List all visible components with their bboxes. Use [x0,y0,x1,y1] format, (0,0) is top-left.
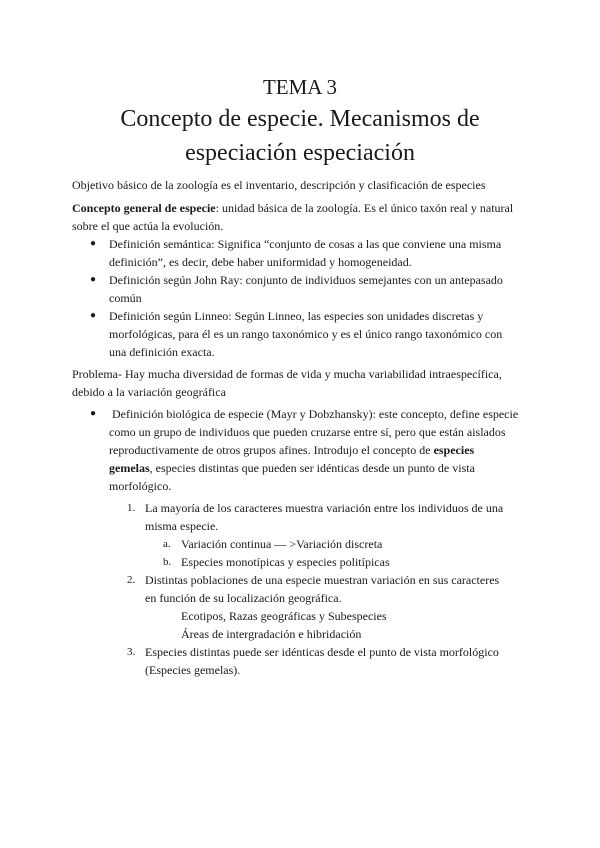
definition-line: una definición exacta. [109,345,215,359]
sublist-item: Variación continua — >Variación discreta [181,537,383,551]
problem-line: debido a la variación geográfica [72,385,226,399]
biological-text: reproductivamente de otros grupos afines. Introdujo el concepto de [109,443,434,457]
definition-line: definición”, es decir, debe haber uniformidad y homogeneidad. [109,255,412,269]
definition-line: Definición según Linneo: Según Linneo, las especies son unidades discretas y [109,309,484,323]
page-title-line2: especiación especiación [185,140,415,166]
bullet-icon: ● [90,408,97,419]
bullet-icon: ● [90,310,97,321]
concept-line-2: sobre el que actúa la evolución. [72,219,224,233]
concept-term: Concepto general de especie [72,201,216,215]
biological-line: como un grupo de individuos que pueden cruzarse entre sí, pero que están aislados [109,425,506,439]
list-number: 3. [127,646,136,658]
numbered-note: Ecotipos, Razas geográficas y Subespecies [181,609,387,623]
biological-line [109,459,475,477]
definition-line: Definición semántica: Significa “conjunto de cosas a las que conviene una misma [109,237,502,251]
bullet-icon: ● [90,274,97,285]
sublist-letter: a. [163,538,171,550]
biological-line [109,441,474,459]
numbered-note: Áreas de intergradación e hibridación [181,627,362,641]
list-number: 2. [127,574,136,586]
numbered-line: Especies distintas puede ser idénticas desde el punto de vista morfológico [145,645,499,659]
page-title-topic: TEMA 3 [262,75,338,99]
definition-line: morfológicas, para él es un rango taxonómico y es el único rango taxonómico con [109,327,503,341]
sublist-item: Especies monotípicas y especies politípicas [181,555,390,569]
concept-line-1 [72,199,513,217]
page-title-line1: Concepto de especie. Mecanismos de [120,106,480,132]
title-block [0,74,600,170]
numbered-line: La mayoría de los caracteres muestra variación entre los individuos de una [145,501,504,515]
problem-line: Problema- Hay mucha diversidad de formas de vida y mucha variabilidad intraespecífica, [72,367,502,381]
biological-line: Definición biológica de especie (Mayr y Dobzhansky): este concepto, define especie [112,407,519,421]
sublist-letter: b. [163,556,172,568]
definition-line: Definición según John Ray: conjunto de individuos semejantes con un antepasado [109,273,503,287]
numbered-line: en función de su localización geográfica. [145,591,342,605]
twin-species-term: gemelas [109,461,150,475]
list-number: 1. [127,502,136,514]
bullet-icon: ● [90,238,97,249]
twin-species-term: especies [433,443,475,457]
definition-line: común [109,291,142,305]
numbered-line: (Especies gemelas). [145,663,241,677]
biological-line: morfológico. [109,479,172,493]
numbered-line: misma especie. [145,519,219,533]
concept-definition: : unidad básica de la zoología. Es el único taxón real y natural [215,201,514,215]
numbered-line: Distintas poblaciones de una especie muestran variación en sus caracteres [145,573,500,587]
objective-text: Objetivo básico de la zoología es el inventario, descripción y clasificación de especies [72,178,486,192]
biological-text: , especies distintas que pueden ser idénticas desde un punto de vista [149,461,475,475]
